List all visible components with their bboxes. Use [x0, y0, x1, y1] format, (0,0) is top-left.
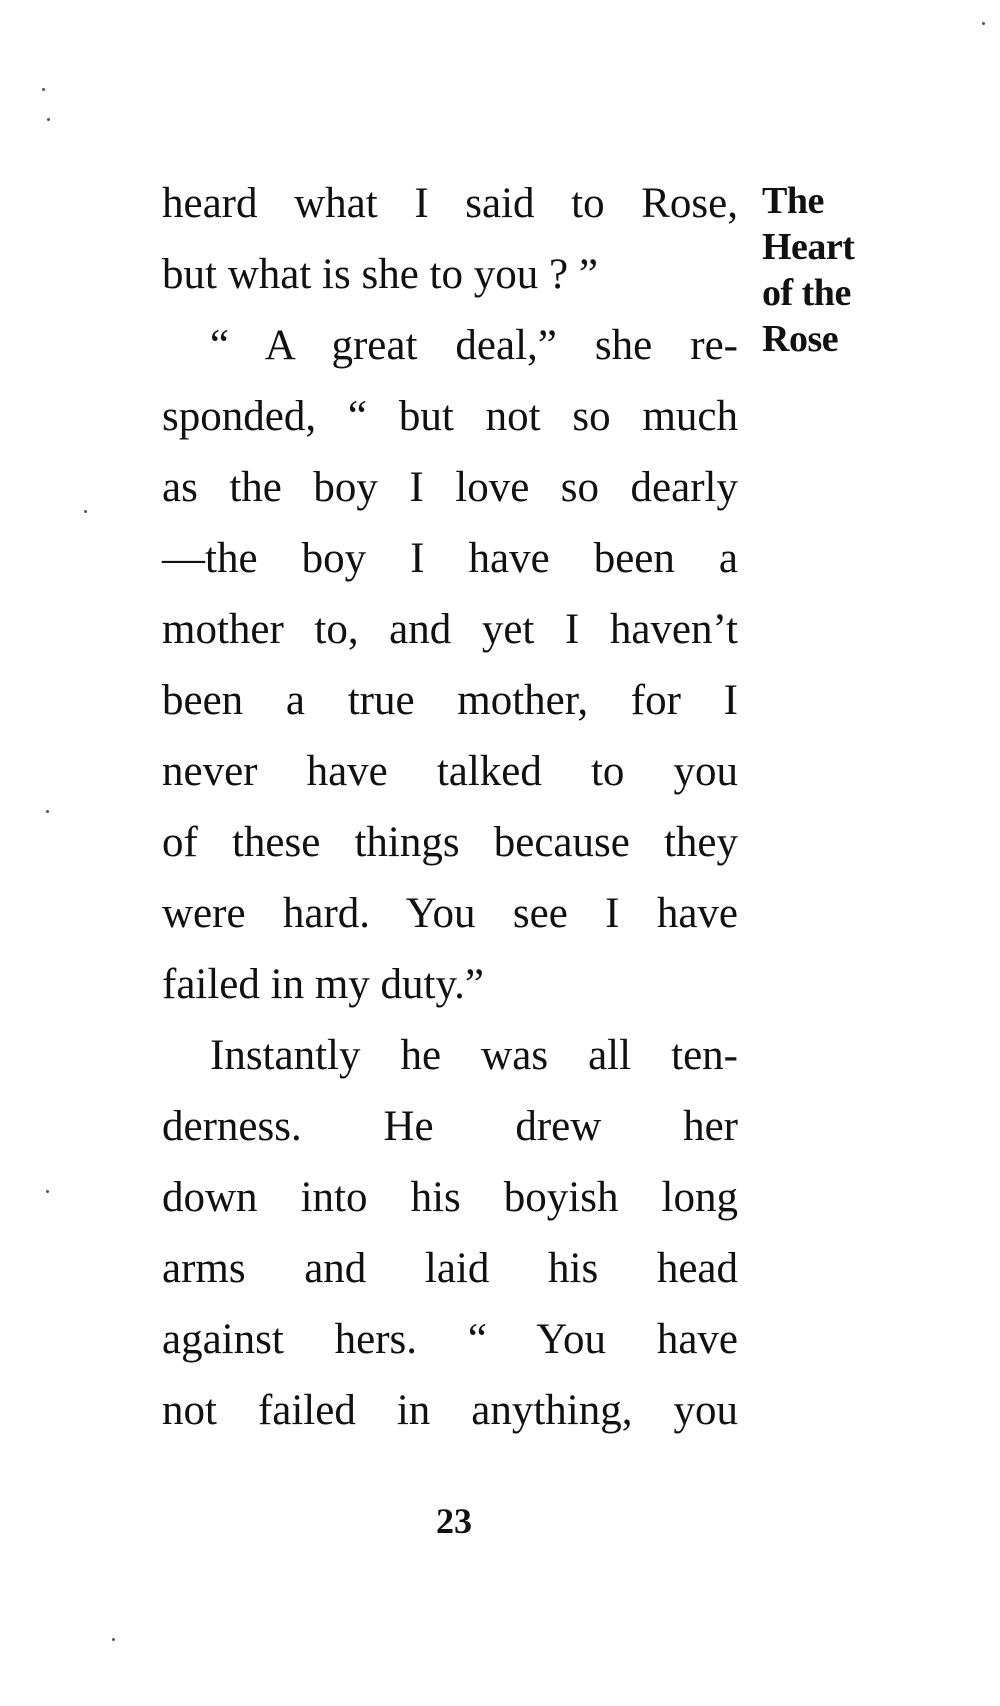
text-line: been a true mother, for I — [162, 677, 738, 724]
text-line: not failed in anything, you — [162, 1387, 738, 1434]
text-line: failed in my duty.” — [162, 961, 485, 1008]
paper-speck — [982, 22, 985, 25]
running-head-line: of the — [762, 272, 851, 314]
running-head-line: Rose — [762, 318, 839, 360]
text-line: down into his boyish long — [162, 1174, 738, 1221]
text-line: of these things because they — [162, 819, 738, 866]
page-number: 23 — [436, 1501, 472, 1541]
text-line: heard what I said to Rose, — [162, 180, 738, 227]
paper-speck — [46, 1190, 49, 1193]
running-head-line: The — [762, 180, 824, 222]
paper-speck — [47, 118, 50, 121]
running-head — [762, 178, 892, 362]
text-line: sponded, “ but not so much — [162, 393, 738, 440]
text-line: arms and laid his head — [162, 1245, 738, 1292]
text-line: as the boy I love so dearly — [162, 464, 738, 511]
paper-speck — [42, 88, 45, 91]
running-head-line: Heart — [762, 226, 855, 268]
text-line: Instantly he was all ten- — [210, 1032, 738, 1079]
text-line: were hard. You see I have — [162, 890, 738, 937]
text-line: “ A great deal,” she re- — [210, 322, 738, 369]
text-line: but what is she to you ? ” — [162, 251, 598, 298]
text-line: —the boy I have been a — [162, 535, 738, 582]
paper-speck — [112, 1638, 115, 1641]
text-line: against hers. “ You have — [162, 1316, 738, 1363]
paper-speck — [46, 810, 49, 813]
text-line: never have talked to you — [162, 748, 738, 795]
text-line: derness. He drew her — [162, 1103, 738, 1150]
paper-speck — [84, 510, 87, 513]
text-line: mother to, and yet I haven’t — [162, 606, 738, 653]
body-text — [162, 176, 738, 1454]
